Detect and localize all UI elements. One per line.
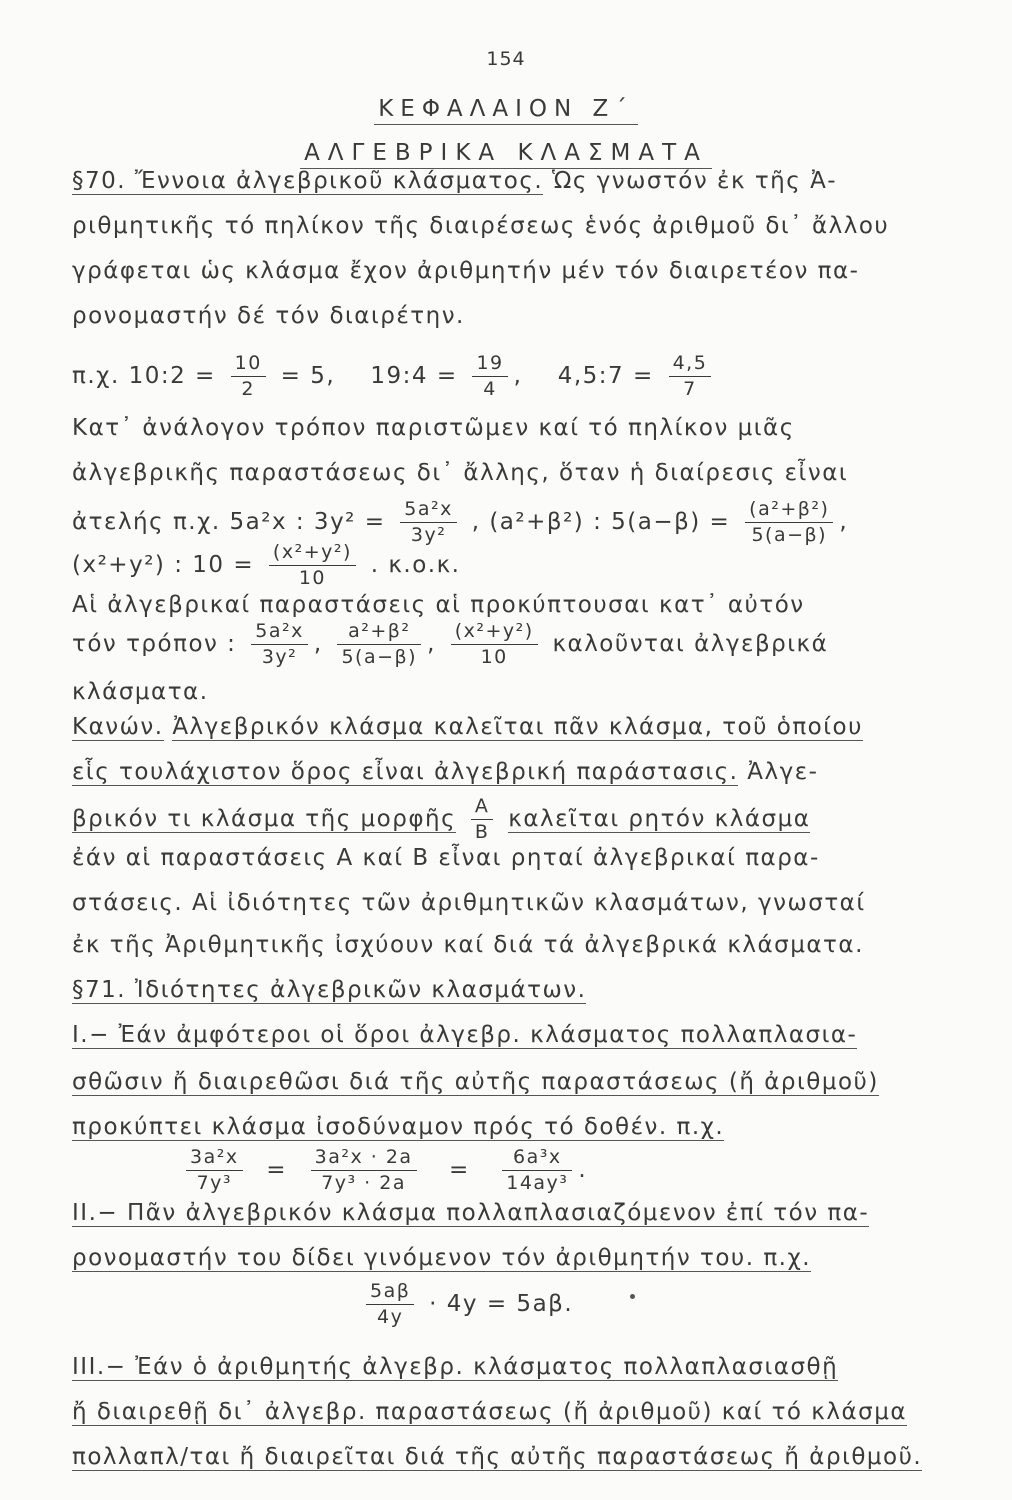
s71-heading-line	[72, 975, 982, 1005]
rule-line-4: ἐάν αἱ παραστάσεις Α καί Β εἶναι ρηταί ἀλγεβρικαί παρα-	[72, 845, 820, 871]
fraction: $\frac{\text{(x²+y²)}}{10}$	[451, 622, 538, 667]
fraction: $\frac{4,5}{7}$	[669, 354, 712, 399]
rule-label: Κανών.	[72, 714, 164, 740]
s70-line-8: ἀτελής π.χ. 5a²x : 3y² = $\frac{\text{5a²x}}{\text{3y²}}$ , (a²+β²) : 5(a−β) = $\frac{\text{(a²+β²)}}{5(a-\beta)}$ ,	[72, 498, 849, 546]
s70-line-10: Αἱ ἀλγεβρικαί παραστάσεις αἱ προκύπτουσαι κατ᾿ αὐτόν	[72, 592, 805, 618]
s70-line-9: (x²+y²) : 10 = $\frac{\text{(x²+y²)}}{10}$ . κ.ο.κ.	[72, 541, 461, 589]
rule-line-1: Κανών. Ἀλγεβρικόν κλάσμα καλεῖται πᾶν κλάσμα, τοῦ ὁποίου	[72, 714, 863, 740]
s70-line-3: γράφεται ὡς κλάσμα ἔχον ἀριθμητήν μέν τόν διαιρετέον πα-	[72, 258, 860, 284]
s70-line-1: §70. Ἔννοια ἀλγεβρικοῦ κλάσματος. Ὡς γνωστόν ἐκ τῆς Ἀ-	[72, 168, 838, 194]
s71-p2-line-2: ρονομαστήν του δίδει γινόμενον τόν ἀριθμητήν του. π.χ.	[72, 1245, 812, 1271]
chapter-heading: ΚΕΦΑΛΑΙΟΝ Ζ΄	[0, 96, 1012, 122]
fraction: $\frac{\text{(a²+β²)}}{5(a-\beta)}$	[745, 500, 833, 545]
s71-p2-line-1: ΙΙ.− Πᾶν ἀλγεβρικόν κλάσμα πολλαπλασιαζόμενον ἐπί τόν πα-	[72, 1200, 870, 1226]
equation-1: $\frac{\text{3a²x}}{\text{7y³}}$ = $\frac{\text{3a²x · 2a}}{\text{7y³ · 2a}}$ = $\frac{\text{6a³x}}{\text{14ay³}}$ .	[180, 1148, 1012, 1193]
fraction: $\frac{\text{3a²x · 2a}}{\text{7y³ · 2a}}$	[311, 1148, 417, 1193]
s71-p3-line-2: ἤ διαιρεθῇ δι᾿ ἀλγεβρ. παραστάσεως (ἤ ἀριθμοῦ) καί τό κλάσμα	[72, 1399, 908, 1425]
fraction: $\frac{19}{4}$	[472, 354, 507, 399]
s70-line-7: ἀλγεβρικῆς παραστάσεως δι᾿ ἄλλης, ὅταν ἡ διαίρεσις εἶναι	[72, 460, 849, 486]
s70-line-4: ρονομαστήν δέ τόν διαιρέτην.	[72, 303, 465, 329]
page-number: 154	[486, 48, 526, 70]
s71-p1-line-3: προκύπτει κλάσμα ἰσοδύναμον πρός τό δοθέν. π.χ.	[72, 1114, 725, 1140]
fraction: $\frac{\text{5a²x}}{\text{3y²}}$	[400, 500, 457, 545]
s70-examples: π.χ. 10:2 = $\frac{10}{2}$ = 5, 19:4 = $\frac{19}{4}$ , 4,5:7 = $\frac{4,5}{7}$	[72, 354, 982, 399]
rule-line-5: στάσεις. Αἱ ἰδιότητες τῶν ἀριθμητικῶν κλασμάτων, γνωσταί	[72, 890, 866, 916]
fraction: $\frac{\text{a²+β²}}{5(a-\beta)}$	[337, 622, 421, 667]
fraction: $\frac{A}{B}$	[471, 797, 494, 842]
equation-2: $\frac{5a\beta}{4y}$ · 4y = 5aβ.	[360, 1282, 1012, 1327]
fraction: $\frac{5a\beta}{4y}$	[366, 1282, 414, 1327]
s71-p1-line-1: Ι.− Ἐάν ἀμφότεροι οἱ ὅροι ἀλγεβρ. κλάσματος πολλαπλασια-	[72, 1022, 858, 1048]
s70-line-2: ριθμητικῆς τό πηλίκον τῆς διαιρέσεως ἑνός ἀριθμοῦ δι᾿ ἄλλου	[72, 213, 890, 239]
s70-line-11: τόν τρόπον : $\frac{\text{5a²x}}{\text{3y²}}$ , $\frac{\text{a²+β²}}{5(a-\beta)}$ , $\frac{\text{(x²+y²)}}{10}$ καλοῦνται ἀλγεβρικά	[72, 620, 829, 668]
rule-line-3: βρικόν τι κλάσμα τῆς μορφῆς $\frac{A}{B}$ καλεῖται ρητόν κλάσμα	[72, 795, 811, 843]
section-70-heading: §70. Ἔννοια ἀλγεβρικοῦ κλάσματος.	[72, 168, 544, 194]
rule-line-6: ἐκ τῆς Ἀριθμητικῆς ἰσχύουν καί διά τά ἀλγεβρικά κλάσματα.	[72, 932, 864, 958]
s71-p3-line-1: ΙΙΙ.− Ἐάν ὁ ἀριθμητής ἀλγεβρ. κλάσματος πολλαπλασιασθῇ	[72, 1354, 839, 1380]
fraction: $\frac{\text{6a³x}}{\text{14ay³}}$	[502, 1148, 572, 1193]
s70-line-6: Κατ᾿ ἀνάλογον τρόπον παριστῶμεν καί τό πηλίκον μιᾶς	[72, 415, 795, 441]
fraction: $\frac{10}{2}$	[231, 354, 266, 399]
fraction: $\frac{\text{(x²+y²)}}{10}$	[269, 543, 356, 588]
s71-p1-line-2: σθῶσιν ἤ διαιρεθῶσι διά τῆς αὐτῆς παραστάσεως (ἤ ἀριθμοῦ)	[72, 1069, 879, 1095]
s71-p3-line-3: πολλαπλ/ται ἤ διαιρεῖται διά τῆς αὐτῆς παραστάσεως ἤ ἀριθμοῦ.	[72, 1444, 923, 1470]
fraction: $\frac{\text{5a²x}}{\text{3y²}}$	[251, 622, 308, 667]
ink-dot	[630, 1294, 635, 1299]
s70-line-12: κλάσματα.	[72, 679, 209, 705]
fraction: $\frac{\text{3a²x}}{\text{7y³}}$	[186, 1148, 243, 1193]
chapter-title: ΑΛΓΕΒΡΙΚΑ ΚΛΑΣΜΑΤΑ	[0, 140, 1012, 166]
rule-line-2: εἷς τουλάχιστον ὅρος εἶναι ἀλγεβρική παράστασις. Ἀλγε-	[72, 759, 819, 785]
section-71-heading: §71. Ἰδιότητες ἀλγεβρικῶν κλασμάτων.	[72, 977, 587, 1003]
